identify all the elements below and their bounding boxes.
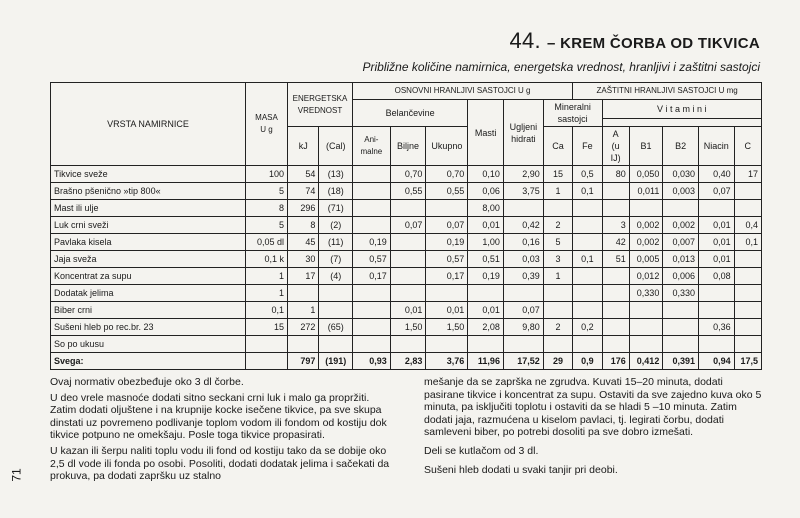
cell-nia bbox=[698, 285, 734, 302]
cell-name: Dodatak jelima bbox=[51, 285, 246, 302]
cell-ugh: 0,07 bbox=[503, 302, 543, 319]
cell-ani bbox=[352, 302, 390, 319]
cell-c bbox=[734, 268, 761, 285]
cell-b1 bbox=[629, 302, 663, 319]
header-cal: (Cal) bbox=[319, 127, 353, 166]
recipe-number: 44. bbox=[509, 28, 541, 53]
cell-bilj: 0,55 bbox=[390, 183, 426, 200]
cell-masti: 11,96 bbox=[468, 353, 504, 370]
cell-cal bbox=[319, 336, 353, 353]
cell-nia: 0,01 bbox=[698, 251, 734, 268]
cell-name: Pavlaka kisela bbox=[51, 234, 246, 251]
cell-ca bbox=[543, 285, 572, 302]
cell-kj: 272 bbox=[287, 319, 318, 336]
cell-b2: 0,007 bbox=[663, 234, 699, 251]
cell-kj: 30 bbox=[287, 251, 318, 268]
cell-ugh: 9,80 bbox=[503, 319, 543, 336]
cell-a: 42 bbox=[602, 234, 629, 251]
cell-fe bbox=[573, 268, 602, 285]
cell-ca: 1 bbox=[543, 268, 572, 285]
cell-c bbox=[734, 285, 761, 302]
cell-b1: 0,002 bbox=[629, 234, 663, 251]
paragraph: Ovaj normativ obezbeđuje oko 3 dl čorbe. bbox=[50, 376, 244, 388]
cell-masa: 100 bbox=[246, 166, 288, 183]
cell-a bbox=[602, 285, 629, 302]
cell-uk: 0,55 bbox=[426, 183, 468, 200]
cell-b1: 0,050 bbox=[629, 166, 663, 183]
cell-bilj bbox=[390, 268, 426, 285]
cell-masti: 0,06 bbox=[468, 183, 504, 200]
cell-kj bbox=[287, 285, 318, 302]
header-vitamini-spacer bbox=[602, 119, 761, 127]
header-c: C bbox=[734, 127, 761, 166]
cell-bilj bbox=[390, 200, 426, 217]
header-energetska: ENERGETSKA VREDNOST bbox=[287, 83, 352, 127]
cell-cal: (191) bbox=[319, 353, 353, 370]
cell-kj: 797 bbox=[287, 353, 318, 370]
cell-uk bbox=[426, 200, 468, 217]
cell-masti: 0,10 bbox=[468, 166, 504, 183]
cell-ani bbox=[352, 217, 390, 234]
cell-ugh bbox=[503, 285, 543, 302]
cell-kj: 8 bbox=[287, 217, 318, 234]
cell-masti bbox=[468, 336, 504, 353]
cell-cal: (7) bbox=[319, 251, 353, 268]
cell-masti: 0,01 bbox=[468, 302, 504, 319]
cell-kj: 17 bbox=[287, 268, 318, 285]
cell-name: Koncentrat za supu bbox=[51, 268, 246, 285]
cell-c bbox=[734, 200, 761, 217]
cell-a: 80 bbox=[602, 166, 629, 183]
cell-nia: 0,07 bbox=[698, 183, 734, 200]
cell-ani bbox=[352, 200, 390, 217]
cell-kj bbox=[287, 336, 318, 353]
paragraph: Deli se kutlačom od 3 dl. bbox=[424, 444, 539, 457]
cell-name: Sušeni hleb po rec.br. 23 bbox=[51, 319, 246, 336]
cell-fe: 0,1 bbox=[573, 251, 602, 268]
header-vitamini: V i t a m i n i bbox=[602, 100, 761, 119]
cell-masa: 8 bbox=[246, 200, 288, 217]
header-masti: Masti bbox=[468, 100, 504, 166]
cell-masti bbox=[468, 285, 504, 302]
cell-ugh: 0,39 bbox=[503, 268, 543, 285]
cell-cal bbox=[319, 285, 353, 302]
cell-cal: (65) bbox=[319, 319, 353, 336]
instructions-right bbox=[424, 376, 762, 479]
header-osnovni: OSNOVNI HRANLJIVI SASTOJCI U g bbox=[352, 83, 572, 100]
cell-uk: 0,07 bbox=[426, 217, 468, 234]
cell-b2: 0,002 bbox=[663, 217, 699, 234]
cell-name: Svega: bbox=[51, 353, 246, 370]
recipe-name: – KREM ČORBA OD TIKVICA bbox=[546, 35, 760, 52]
cell-ugh: 0,16 bbox=[503, 234, 543, 251]
cell-a bbox=[602, 302, 629, 319]
cell-nia: 0,94 bbox=[698, 353, 734, 370]
cell-masa: 0,1 k bbox=[246, 251, 288, 268]
cell-fe bbox=[573, 336, 602, 353]
cell-a bbox=[602, 336, 629, 353]
cell-fe: 0,2 bbox=[573, 319, 602, 336]
cell-c bbox=[734, 183, 761, 200]
cell-cal: (13) bbox=[319, 166, 353, 183]
header-ukupno: Ukupno bbox=[426, 127, 468, 166]
cell-ca: 1 bbox=[543, 183, 572, 200]
cell-nia: 0,40 bbox=[698, 166, 734, 183]
cell-b2 bbox=[663, 302, 699, 319]
cell-uk: 0,01 bbox=[426, 302, 468, 319]
cell-name: So po ukusu bbox=[51, 336, 246, 353]
table-row bbox=[51, 268, 762, 285]
cell-ugh: 2,90 bbox=[503, 166, 543, 183]
cell-uk: 3,76 bbox=[426, 353, 468, 370]
cell-masti: 0,01 bbox=[468, 217, 504, 234]
page-number: 71 bbox=[9, 468, 24, 482]
cell-cal bbox=[319, 302, 353, 319]
header-vrsta: VRSTA NAMIRNICE bbox=[51, 83, 246, 166]
cell-c: 0,1 bbox=[734, 234, 761, 251]
cell-ugh: 0,03 bbox=[503, 251, 543, 268]
recipe-subtitle: Približne količine namirnica, energetska vrednost, hranljivi i zaštitni sastojci bbox=[362, 60, 760, 74]
cell-ani bbox=[352, 285, 390, 302]
cell-fe bbox=[573, 302, 602, 319]
cell-a: 51 bbox=[602, 251, 629, 268]
cell-fe: 0,9 bbox=[573, 353, 602, 370]
cell-bilj bbox=[390, 234, 426, 251]
header-masa: MASA U g bbox=[246, 83, 288, 166]
cell-b1 bbox=[629, 200, 663, 217]
cell-ani: 0,17 bbox=[352, 268, 390, 285]
header-belancevine: Belančevine bbox=[352, 100, 467, 127]
table-row bbox=[51, 336, 762, 353]
header-ca: Ca bbox=[543, 127, 572, 166]
cell-bilj bbox=[390, 251, 426, 268]
cell-b1: 0,005 bbox=[629, 251, 663, 268]
cell-nia: 0,01 bbox=[698, 217, 734, 234]
table-row bbox=[51, 319, 762, 336]
cell-ani: 0,19 bbox=[352, 234, 390, 251]
table-row bbox=[51, 251, 762, 268]
cell-kj: 296 bbox=[287, 200, 318, 217]
cell-bilj: 0,07 bbox=[390, 217, 426, 234]
header-fe: Fe bbox=[573, 127, 602, 166]
cell-ca: 2 bbox=[543, 217, 572, 234]
cell-bilj bbox=[390, 336, 426, 353]
header-biljne: Biljne bbox=[390, 127, 426, 166]
cell-b2: 0,003 bbox=[663, 183, 699, 200]
cell-masti: 2,08 bbox=[468, 319, 504, 336]
table-row bbox=[51, 183, 762, 200]
cell-ani: 0,93 bbox=[352, 353, 390, 370]
paragraph: U kazan ili šerpu naliti toplu vodu ili fond od kostiju tako da se dobije oko 2,5 dl vode ili fonda po osobi. Posoliti, dodati dodatak jelima i sačekati da prokuva, pa dodati zapršku uz stalno bbox=[50, 444, 390, 483]
cell-nia bbox=[698, 200, 734, 217]
cell-kj: 74 bbox=[287, 183, 318, 200]
cell-masa: 1 bbox=[246, 268, 288, 285]
cell-masti: 1,00 bbox=[468, 234, 504, 251]
header-animalne: Ani- malne bbox=[352, 127, 390, 166]
cell-c: 0,4 bbox=[734, 217, 761, 234]
cell-masa: 5 bbox=[246, 217, 288, 234]
cell-b1 bbox=[629, 319, 663, 336]
cell-masti: 0,51 bbox=[468, 251, 504, 268]
cell-c: 17 bbox=[734, 166, 761, 183]
cell-c: 17,5 bbox=[734, 353, 761, 370]
cell-ani bbox=[352, 319, 390, 336]
cell-masa: 0,05 dl bbox=[246, 234, 288, 251]
header-kj: kJ bbox=[287, 127, 318, 166]
cell-masa: 5 bbox=[246, 183, 288, 200]
cell-nia: 0,01 bbox=[698, 234, 734, 251]
cell-ani bbox=[352, 336, 390, 353]
recipe-title bbox=[509, 28, 760, 54]
cell-name: Tikvice sveže bbox=[51, 166, 246, 183]
cell-name: Brašno pšenično »tip 800« bbox=[51, 183, 246, 200]
paragraph: Sušeni hleb dodati u svaki tanjir pri deobi. bbox=[424, 463, 618, 476]
cell-c bbox=[734, 336, 761, 353]
cell-a bbox=[602, 319, 629, 336]
cell-uk: 1,50 bbox=[426, 319, 468, 336]
cell-ani bbox=[352, 183, 390, 200]
table-total-row bbox=[51, 353, 762, 370]
cell-fe bbox=[573, 217, 602, 234]
cell-ca bbox=[543, 336, 572, 353]
table-row bbox=[51, 285, 762, 302]
cell-name: Luk crni sveži bbox=[51, 217, 246, 234]
cell-masa bbox=[246, 353, 288, 370]
cell-ugh bbox=[503, 200, 543, 217]
cell-b1: 0,011 bbox=[629, 183, 663, 200]
header-zastitni: ZAŠTITNI HRANLJIVI SASTOJCI U mg bbox=[573, 83, 762, 100]
cell-b2: 0,330 bbox=[663, 285, 699, 302]
cell-b1: 0,412 bbox=[629, 353, 663, 370]
header-b2: B2 bbox=[663, 127, 699, 166]
cell-uk: 0,57 bbox=[426, 251, 468, 268]
cell-masa: 15 bbox=[246, 319, 288, 336]
cell-ugh bbox=[503, 336, 543, 353]
cell-kj: 45 bbox=[287, 234, 318, 251]
cell-ca: 5 bbox=[543, 234, 572, 251]
cell-cal: (11) bbox=[319, 234, 353, 251]
cell-b2: 0,030 bbox=[663, 166, 699, 183]
cell-uk bbox=[426, 285, 468, 302]
cell-b2: 0,013 bbox=[663, 251, 699, 268]
paragraph: U deo vrele masnoće dodati sitno seckani crni luk i malo ga propržiti. Zatim dodati oljuštene i na krupnije kocke isečene tikvice, pa sve skupa dinstati uz povremeno podlivanje toplom vodom ili fondom od kostiju dok tikvice potpuno ne omekšaju. Posle toga tikvice propasirati. bbox=[50, 391, 387, 442]
header-b1: B1 bbox=[629, 127, 663, 166]
cell-bilj: 1,50 bbox=[390, 319, 426, 336]
cell-masa: 1 bbox=[246, 285, 288, 302]
cell-b2 bbox=[663, 336, 699, 353]
cell-ani bbox=[352, 166, 390, 183]
cell-masa bbox=[246, 336, 288, 353]
cell-b2: 0,006 bbox=[663, 268, 699, 285]
cell-masti: 8,00 bbox=[468, 200, 504, 217]
cell-uk: 0,19 bbox=[426, 234, 468, 251]
cell-a bbox=[602, 200, 629, 217]
table-row bbox=[51, 302, 762, 319]
cell-fe bbox=[573, 234, 602, 251]
cell-nia: 0,08 bbox=[698, 268, 734, 285]
table-row bbox=[51, 200, 762, 217]
cell-ca: 29 bbox=[543, 353, 572, 370]
table-row bbox=[51, 234, 762, 251]
cell-kj: 1 bbox=[287, 302, 318, 319]
cell-nia bbox=[698, 336, 734, 353]
cell-b1 bbox=[629, 336, 663, 353]
cell-c bbox=[734, 302, 761, 319]
cell-fe: 0,1 bbox=[573, 183, 602, 200]
cell-ugh: 17,52 bbox=[503, 353, 543, 370]
cell-nia: 0,36 bbox=[698, 319, 734, 336]
cell-name: Biber crni bbox=[51, 302, 246, 319]
cell-masti: 0,19 bbox=[468, 268, 504, 285]
cell-a bbox=[602, 268, 629, 285]
cell-fe bbox=[573, 200, 602, 217]
cell-ca: 3 bbox=[543, 251, 572, 268]
cell-name: Mast ili ulje bbox=[51, 200, 246, 217]
cell-kj: 54 bbox=[287, 166, 318, 183]
cell-b2: 0,391 bbox=[663, 353, 699, 370]
cell-b1: 0,012 bbox=[629, 268, 663, 285]
cell-ca bbox=[543, 200, 572, 217]
cell-b2 bbox=[663, 200, 699, 217]
cell-ca bbox=[543, 302, 572, 319]
cell-cal: (18) bbox=[319, 183, 353, 200]
cell-bilj bbox=[390, 285, 426, 302]
header-mineralni: Mineralni sastojci bbox=[543, 100, 602, 127]
cell-masa: 0,1 bbox=[246, 302, 288, 319]
cell-ca: 2 bbox=[543, 319, 572, 336]
header-a: A (u IJ) bbox=[602, 127, 629, 166]
cell-cal: (4) bbox=[319, 268, 353, 285]
cell-fe: 0,5 bbox=[573, 166, 602, 183]
cell-uk: 0,70 bbox=[426, 166, 468, 183]
cell-bilj: 0,01 bbox=[390, 302, 426, 319]
cell-c bbox=[734, 319, 761, 336]
cell-bilj: 0,70 bbox=[390, 166, 426, 183]
cell-c bbox=[734, 251, 761, 268]
cell-fe bbox=[573, 285, 602, 302]
instructions-left bbox=[50, 376, 394, 486]
cell-cal: (71) bbox=[319, 200, 353, 217]
table-row bbox=[51, 166, 762, 183]
nutrition-table bbox=[50, 82, 762, 370]
cell-cal: (2) bbox=[319, 217, 353, 234]
cell-uk: 0,17 bbox=[426, 268, 468, 285]
cell-b2 bbox=[663, 319, 699, 336]
cell-ani: 0,57 bbox=[352, 251, 390, 268]
paragraph: mešanje da se zaprška ne zgrudva. Kuvati 15–20 minuta, dodati pasirane tikvice i koncentrat za supu. Ostaviti da sve zajedno kuva oko 5 minuta, pa isključiti toplotu i ostaviti da se hladi 5 –10 minuta. Zatim dodati jaja, razmućena u kiselom pavlaci, tj. legirati čorbu, dodati samleveni biber, po potrebi dosoliti pa sve dobro izmešati. bbox=[424, 376, 762, 439]
cell-a bbox=[602, 183, 629, 200]
cell-name: Jaja sveža bbox=[51, 251, 246, 268]
cell-ca: 15 bbox=[543, 166, 572, 183]
header-ugljeni: Ugljeni hidrati bbox=[503, 100, 543, 166]
cell-uk bbox=[426, 336, 468, 353]
cell-ugh: 0,42 bbox=[503, 217, 543, 234]
header-niacin: Niacin bbox=[698, 127, 734, 166]
cell-b1: 0,002 bbox=[629, 217, 663, 234]
cell-a: 176 bbox=[602, 353, 629, 370]
cell-bilj: 2,83 bbox=[390, 353, 426, 370]
cell-ugh: 3,75 bbox=[503, 183, 543, 200]
cell-a: 3 bbox=[602, 217, 629, 234]
cell-b1: 0,330 bbox=[629, 285, 663, 302]
table-row bbox=[51, 217, 762, 234]
cell-nia bbox=[698, 302, 734, 319]
